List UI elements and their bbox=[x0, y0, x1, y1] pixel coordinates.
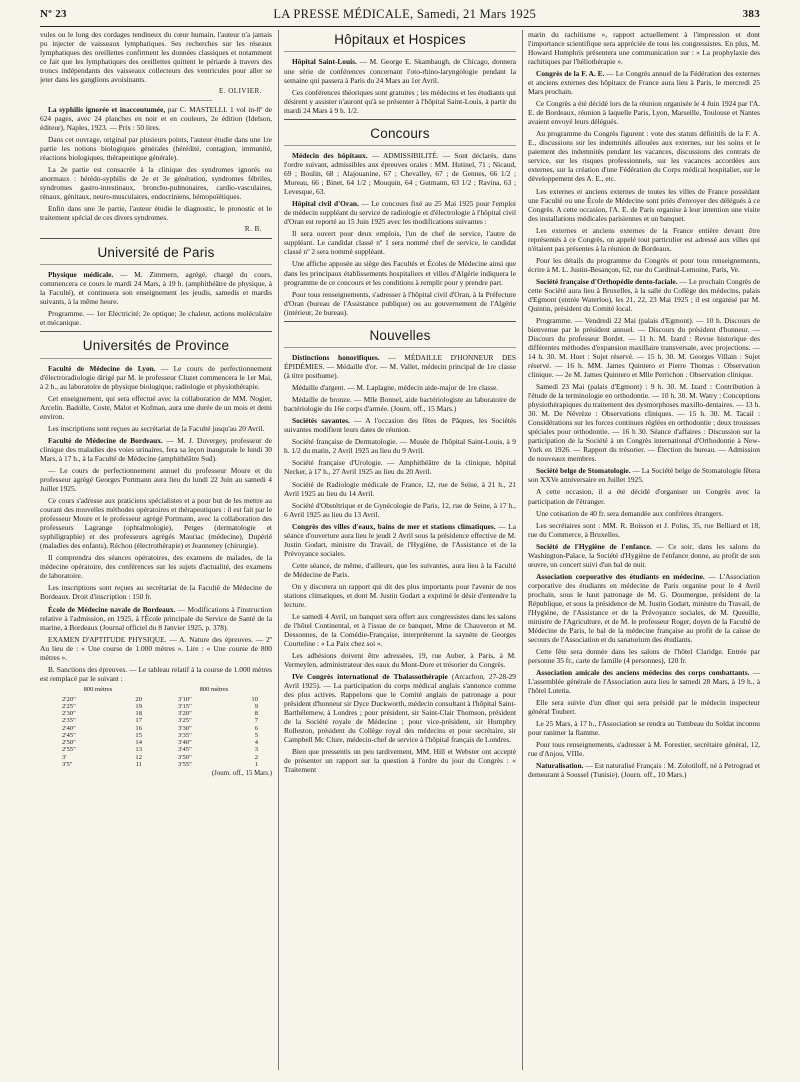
paragraph: Programme. — 1er Electricité; 2e optique; 3e chaleur, actions moléculaire et mécanique. bbox=[40, 309, 272, 328]
paragraph: vules ou le long des cordages tendineux du cœur humain, l'auteur n'a jamais pu injecter de vaisseaux lymphatiques. Ses recherches sur les réseaux lymphatiques des oreillettes confirment les données classiques et notamment ce fait que les lymphatiques des oreillettes quittent le périarde à travers des troncs indépendants des vaisseaux collecteurs des ventricules pour aller se jeter dans les ganglions avoisinants. bbox=[40, 30, 272, 85]
column-divider bbox=[278, 30, 279, 1070]
book-review: La syphilis ignorée et inaccoutumée, par C. MASTELLI. 1 vol in-8º de 624 pages, avec 24 planches en noir et en couleurs, 2e édition (Idelson, éditeur), Naples, 1923. — Prix : 50 lires. bbox=[40, 104, 272, 132]
column-divider bbox=[522, 30, 523, 1070]
masthead bbox=[40, 4, 760, 27]
column-left bbox=[40, 30, 272, 1070]
time-cell: 2'55" bbox=[62, 746, 76, 754]
notice: Société française d'Orthopédie dento-faciale. — Le prochain Congrès de cette Société aura lieu à Bruxelles, à la salle du Collège des médecins, palais d'Egmont (entrée Waterloo), les 21, 22, 23 Mai 1925 ; il est organisé par M. Quintin, président du Comité local. bbox=[528, 276, 760, 313]
points-cell: 8 bbox=[254, 710, 258, 718]
paragraph: Société de Radiologie médicale de France, 12, rue de Seine, à 21 h., 21 Avril 1925 au lieu du 14 Avril. bbox=[284, 479, 516, 498]
notice: Congrès de la F. A. E. — Le Congrès annuel de la Fédération des externes et anciens externes des hôpitaux de France aura lieu à Paris, le mercredi 25 Mars prochain. bbox=[528, 69, 760, 97]
time-cell: 3'50" bbox=[177, 753, 192, 761]
paragraph: Dans cet ouvrage, original par plusieurs points, l'auteur étudie dans une 1re partie les notions biologiques générales (hérédité, contagion, immunité, réactions biologiques, thérapeutique générale). bbox=[40, 134, 272, 162]
paragraph: Le samedi 4 Avril, un banquet sera offert aux congressistes dans les salons de l'hôtel Continental, et à l'issue de ce banquet, Mme de Chauveron et M. Dessonnes, de la Comédie-Française, interpréteront la saynète de Georges Courteline : « La Paix chez soi ». bbox=[284, 611, 516, 648]
time-cell: 2'35" bbox=[62, 717, 76, 725]
paragraph: Société française d'Urologie. — Amphithéâtre de la clinique, hôpital Necker, à 17 h., 27 Avril 1925 au lieu du 20 Avril. bbox=[284, 458, 516, 477]
notice: Hôpital Saint-Louis. — M. George E. Skambaugh, de Chicago, donnera une série de conférences concernant l'oto-rhino-laryngologie pendant la semaine qui passera à Paris du 24 Mars au 1er Avril. bbox=[284, 57, 516, 85]
table-row bbox=[40, 710, 272, 717]
time-cell: 3'25" bbox=[177, 717, 192, 725]
points-cell: 10 bbox=[251, 695, 258, 703]
paragraph: Elle sera suivie d'un dîner qui sera présidé par le médecin inspecteur général Toubert. bbox=[528, 698, 760, 717]
points-cell: 16 bbox=[135, 724, 142, 732]
notice: Association amicale des anciens médecins des corps combattants. — L'assemblée générale de l'Association aura lieu le samedi 28 Mars, à 19 h., à l'hôtel Lutetia. bbox=[528, 668, 760, 696]
paragraph: Société d'Obstétrique et de Gynécologie de Paris, 12, rue de Seine, à 17 h., 6 Avril 1925 au lieu du 13 Avril. bbox=[284, 500, 516, 519]
points-cell: 18 bbox=[135, 710, 142, 718]
points-cell: 12 bbox=[135, 753, 142, 761]
paragraph: Ce cours s'adresse aux praticiens spécialistes et a pour but de les mettre au courant des nouvelles méthodes opératoires et thérapeutiques : il est fait par le professeur Moure et le professeur agrégé Portmann, avec la collaboration des professeurs Lagrange (ophtalmologie), Petges (dermatologie et syphiligraphie) et des professeurs agrégés Mauriac (médecine), Dupérié (maladies des enfants), Réchou (électrothérapie) et Jeanneney (chirurgie). bbox=[40, 496, 272, 551]
paragraph: Il comprendra des séances opératoires, des examens de malades, de la médecine opératoire, des conférences sur les sujets d'actualité, des examens de laboratoire. bbox=[40, 553, 272, 581]
paragraph: Les externes et anciens externes de la France entière devant être représentés à ce Congrès, on appelé tout particulier est adressé aux villes qui n'étaient pas présentes à la réunion de Bordeaux. bbox=[528, 225, 760, 253]
points-cell: 14 bbox=[135, 739, 142, 747]
paragraph: Bien que pressentis un peu tardivement, MM. Hill et Webster ont accepté de présenter un rapport sur la question à l'ordre du jour du Congrès : « Traitement bbox=[284, 747, 516, 775]
notice: Sociétés savantes. — A l'occasion des fêtes de Pâques, les Sociétés suivantes modifient leurs dates de réunion. bbox=[284, 416, 516, 435]
issue-number: Nº 23 bbox=[40, 8, 67, 21]
table-row bbox=[40, 746, 272, 753]
time-cell: 3'10" bbox=[177, 695, 192, 703]
points-cell: 9 bbox=[254, 702, 258, 710]
points-cell: 4 bbox=[254, 739, 258, 747]
paragraph: Pour tous renseignements, s'adresser à l'hôpital civil d'Oran, à la Préfecture d'Oran (bureau de l'Assistance publique) ou au gouvernement de l'Algérie (intérieur, 2e bureau). bbox=[284, 289, 516, 317]
section-title: Université de Paris bbox=[40, 245, 272, 265]
time-cell: 2'50" bbox=[62, 739, 76, 747]
time-cell: 2'25" bbox=[62, 702, 76, 710]
table-row bbox=[40, 739, 272, 746]
paragraph: Il sera ouvert pour deux emplois, l'un de chef de service, l'autre de suppléant. Le candidat classé nº 1 sera nommé chef de service, le candidat classé nº 2 sera nommé suppléant. bbox=[284, 229, 516, 257]
time-cell: 3'35" bbox=[177, 731, 192, 739]
points-cell: 3 bbox=[254, 746, 258, 754]
book-title: La syphilis ignorée et inaccoutumée, bbox=[48, 104, 166, 114]
points-cell: 19 bbox=[135, 702, 142, 710]
section-title: Universités de Province bbox=[40, 338, 272, 358]
table-row bbox=[40, 717, 272, 724]
notice: Société de l'Hygiène de l'enfance. — Ce soir, dans les salons du Washington-Palace, la Société d'Hygiène de l'enfance donne, au profit de son œuvre, un concert suivi d'un bal de nuit. bbox=[528, 541, 760, 569]
divider bbox=[100, 100, 212, 101]
points-cell: 1 bbox=[254, 760, 258, 768]
paragraph: Samedi 23 Mai (palais d'Egmont) : 9 h. 30. M. Izard : Contribution à l'étude de la terminologie en orthodontie. — 10 h. 30. M. Watry : Conceptions physiothérapiques du traitement des dysmorphoses maxillo-dentaires. — 13 h. 30. M. De Névrèze : Observations cliniques. — 15 h. 30. M. Tacail : Considérations sur les forces continues réglées en orthodontie ; deux troussses spéciales pour orthodontie. — 16 h 30. Séance d'affaires : Discussion sur la participation de la Société à un Congrès international d'Orthodontie à New-York en 1926. — Rapport du trésorier. — Élection du bureau. — Admission de nouveaux membres. bbox=[528, 382, 760, 464]
paragraph: B. Sanctions des épreuves. — Le tableau relatif à la course de 1.000 mètres est remplacé par le suivant : bbox=[40, 664, 272, 683]
divider bbox=[40, 238, 272, 239]
points-cell: 20 bbox=[135, 695, 142, 703]
paragraph: Enfin dans une 3e partie, l'auteur étudie le diagnostic, le pronostic et le traitement spécial de ces divers syndromes. bbox=[40, 204, 272, 223]
paragraph: Ces conférences théoriques sont gratuites ; les médecins et les étudiants qui désirent y assister n'auront qu'à se présenter à l'hôpital Saint-Louis, à partir du mardi 24 Mars à 9 h. 1/2. bbox=[284, 87, 516, 115]
paragraph: Les externes et anciens externes de toutes les villes de France possédant une Faculté ou une École de Médecine sont priés d'envoyer des délégués à ce Congrès. A cette occasion, l'A. E. de Paris organise à leur intention une visite des installations médicales parisiennes et un banquet. bbox=[528, 186, 760, 223]
paragraph: Cette fête sera donnée dans les salons de l'hôtel Claridge. Entrée par personne 35 fr., carte de famille (4 personnes), 120 fr. bbox=[528, 646, 760, 665]
time-cell: 2'45" bbox=[62, 731, 76, 739]
time-cell: 3'15" bbox=[177, 702, 192, 710]
time-cell: 3'30" bbox=[177, 724, 192, 732]
column-middle bbox=[284, 30, 516, 1070]
paragraph: Les inscriptions sont reçues au secrétariat de la Faculté de Médecine de Bordeaux. Droit d'inscription : 150 fr. bbox=[40, 583, 272, 602]
page-number: 383 bbox=[742, 8, 760, 21]
notice: Faculté de Médecine de Lyon. — Le cours de perfectionnement d'électroradiologie dirigé par M. le professeur Cluzet commencera le 1er Mai, à 2 h., au laboratoire de physique biologique, radiologie et physiothérapie. bbox=[40, 363, 272, 391]
paragraph: Médaille d'argent. — M. Laplagne, médecin aide-major de 1re classe. bbox=[292, 383, 499, 393]
table-header: 800 mètres 800 mètres bbox=[83, 685, 229, 693]
paragraph: Société française de Dermatologie. — Musée de l'hôpital Saint-Louis, à 9 h. 1/2 du matin, 2 Avril 1925 au lieu du 9 Avril. bbox=[284, 437, 516, 456]
paragraph: Cette séance, de même, d'ailleurs, que les suivantes, aura lieu à la Faculté de Médecine de Paris. bbox=[284, 560, 516, 579]
time-cell: 3'40" bbox=[177, 739, 192, 747]
notice: Société belge de Stomatologie. — La Société belge de Stomatologie fêtera son XXVe anniversaire en Juillet 1925. bbox=[528, 466, 760, 485]
points-cell: 15 bbox=[135, 731, 142, 739]
paragraph: Cet enseignement, qui sera effectué avec la collaboration de MM. Nogier, Arcelin. Badolle, Coste, Malot et Kofman, aura une durée de un mois et demi environ. bbox=[40, 393, 272, 421]
notice: École de Médecine navale de Bordeaux. — Modifications à l'instruction relative à l'admission, en 1925, à l'École principale du Service de Santé de la marine, à Bordeaux (Journal officiel du 8 Janvier 1925, p. 378). bbox=[40, 604, 272, 632]
time-cell: 2'20" bbox=[62, 695, 76, 703]
points-cell: 11 bbox=[135, 760, 142, 768]
section-title: Concours bbox=[284, 126, 516, 146]
paragraph: EXAMEN D'APTITUDE PHYSIQUE. — A. Nature des épreuves. — 2º Au lieu de : « Une course de 1.000 mètres ». Lire : « Une course de 800 mètres ». bbox=[40, 634, 272, 662]
notice: IVe Congrès international de Thalassothérapie (Arcachon, 27-28-29 Avril 1925). — La participation du corps médical anglais s'annonce comme des plus actives. Rappelons que le Comité anglais de patronage a pour président d'honneur sir Dyce Duckworth, médecin consultant à l'hôpital Saint-Barthélemew, à Londres ; pour président, sir Saint-Clair Thomson, président de la Société royale de Médecine ; pour vice-président, sir Humphry Rolleston, président du Collège royal des médecins et pour secrétaire, sir Campbell Mc Clure, médecin-chef de service à l'hôpital français de Londres. bbox=[284, 672, 516, 745]
grades-table bbox=[40, 696, 272, 769]
notice: Faculté de Médecine de Bordeaux. — M. J. Duvergey, professeur de clinique des maladies des voies urinaires, fera sa leçon inaugurale le lundi 30 Mars, à 17 h., à la Faculté de Médecine (amphithéâtre Sud). bbox=[40, 435, 272, 464]
points-cell: 7 bbox=[254, 717, 258, 725]
notice: Hôpital civil d'Oran. — Le concours fixé au 25 Mai 1925 pour l'emploi de médecin suppléant du service de radiologie et d'électrologie à l'hôpital civil d'Oran est reporté au 15 Juin 1925 avec les modifications suivantes : bbox=[284, 199, 516, 227]
notice: Congrès des villes d'eaux, bains de mer et stations climatiques. — La séance d'ouverture aura lieu le jeudi 2 Avril sous la présidence effective de M. Justin Godart, ministre du Travail, de l'Hygiène, de l'Assistance et de la Prévoyance sociales. bbox=[284, 521, 516, 558]
table-row bbox=[40, 754, 272, 761]
section-title: Hôpitaux et Hospices bbox=[284, 32, 516, 52]
paragraph: Pour tous renseignements, s'adresser à M. Forestier, secrétaire général, 12, rue d'Anjou, VIIIe. bbox=[528, 740, 760, 759]
paragraph: On y discutera un rapport qui dit des plus importants pour l'avenir de nos stations climatiques, et dont M. Justin Godart a exprimé le désir d'entendre la lecture. bbox=[284, 581, 516, 609]
paragraph: Les adhésions doivent être adressées, 19, rue Auber, à Paris, à M. Vermeylen, administrateur des eaux du Mont-Dore et trésorier du Congrès. bbox=[284, 651, 516, 670]
section-title: Nouvelles bbox=[284, 328, 516, 348]
paragraph: Les secrétaires sont : MM. R. Boisson et J. Polus, 35, rue Belliard et 18, rue du Commerce, à Bruxelles. bbox=[528, 520, 760, 539]
points-cell: 2 bbox=[254, 753, 258, 761]
paragraph: Programme. — Vendredi 22 Mai (palais d'Egmont). — 10 h. Discours de bienvenue par le président annuel. — Discours du président d'honneur. — Discours du professeur Bordet. — 11 h. M. Izard : Revue historique des différentes méthodes d'expansion maxillaire transversale, avec projections. — 14 h. 30. M. Huet : Sujet réservé. — 15 h. 30. M. Georges Villain : Sujet réservé. — 16 h. MM. James Quintero et Pierre Thomas : Observation clinique. — 2e M. James Quintero et Mlle Perrichon : Observation clinique. bbox=[528, 315, 760, 380]
divider bbox=[284, 119, 516, 120]
notice: Distinctions honorifiques. — MÉDAILLE D'HONNEUR DES ÉPIDÉMIES. — Médaille d'or. — M. Vallet, médecin principal de 1re classe (à titre posthume). bbox=[284, 353, 516, 381]
divider bbox=[40, 331, 272, 332]
paragraph: Pour les détails du programme du Congrès et pour tous renseignements, écrire à M. L. Justin-Besançon, 62, rue du Cardinal-Lemoine, Paris, Ve. bbox=[528, 255, 760, 274]
time-cell: 3'45" bbox=[177, 746, 192, 754]
signature: E. OLIVIER. bbox=[218, 87, 262, 96]
source-note: (Journ. off., 15 Mars.) bbox=[211, 770, 272, 778]
paragraph: Au programme du Congrès figurent : vote des statuts définitifs de la F. A. E., discussions sur les indemnités allouées aux externes, sur les soins et le paiement des indemnités pendant les vacances, discussions des contrats de service, sur les risques professionnels, sur les vacances accordées aux externes, sur la création d'une Fédération du Corps médical hospitalier, sur le développement des A. E., etc. bbox=[528, 129, 760, 184]
table-row bbox=[40, 732, 272, 739]
paragraph: Une affiche apposée au siège des Facultés et Écoles de Médecine ainsi que dans les principaux établissements hospitaliers et villes d'Algérie indiquera le programme de ce concours et les conditions à remplir pour y prendre part. bbox=[284, 259, 516, 287]
time-cell: 3'20" bbox=[177, 710, 192, 718]
table-row bbox=[40, 703, 272, 710]
paragraph: Les inscriptions sont reçues au secrétariat de la Faculté jusqu'au 20 Avril. bbox=[48, 423, 265, 433]
paragraph: Ce Congrès a été décidé lors de la réunion organisée le 4 Juin 1924 par l'A. E. de Bordeaux, réunion à laquelle Paris, Lyon, Marseille, Toulouse et Nantes avaient envoyé leurs délégués. bbox=[528, 99, 760, 127]
notice: Physique médicale. — M. Zimmern, agrégé, chargé du cours, commencera ce cours le mardi 24 Mars, à 19 h. (amphithéâtre de physique, à la Faculté), et continuera son enseignement les jeudis, samedis et mardis suivants, à la même heure. bbox=[40, 270, 272, 307]
time-cell: 2'30" bbox=[62, 710, 76, 718]
signature: R. B. bbox=[244, 225, 262, 234]
table-row bbox=[40, 761, 272, 768]
journal-title: LA PRESSE MÉDICALE, Samedi, 21 Mars 1925 bbox=[273, 7, 537, 22]
notice: Médecin des hôpitaux. — ADMISSIBILITÉ. — Sont déclarés, dans l'ordre suivant, admissibles aux épreuves orales : MM. Hutinel, 71 ; Nicaud, 69 ; Boulin, 68 ; Alajouanine, 67 ; Chevalley, 67 ; de Gennes, 66 1/2 ; Moreau, 66 ; Binet, 64 1/2 ; Mouquin, 64 ; Gutmann, 63 1/2 ; Ravina, 63 ; Levesque, 63. bbox=[284, 151, 516, 197]
notice: Association corporative des étudiants en médecine. — L'Association corporative des étudiants en médecine de Paris organise pour le 4 Avril prochain, sous le haut patronage de M. G. Doumergue, président de la République, et sous la présidence de M. Justin Godart, ministre du Travail, de l'Hygiène, de l'Assistance et de la Prévoyance sociales, de M. Queuille, ministre de l'Agriculture, et de M. le professeur Roger, doyen de la Faculté de Médecine de Paris, le bal de la médecine française au profit de la caisse de secours de l'Association et du sanatorium des étudiants. bbox=[528, 571, 760, 644]
paragraph: La 2e partie est consacrée à la clinique des syndromes ignorés ou anormaux : hérédo-syphilis de 2e et 3e génération, syndromes fébriles, syndromes gastro-intestinaux, broncho-pulmonaires, cardio-vasculaires, rénaux, génitaux, neuro-musculaires, endocriniens, hémopoïétiques. bbox=[40, 164, 272, 201]
table-row bbox=[40, 725, 272, 732]
paragraph: A cette occasion, il a été décidé d'organiser un Congrès avec la participation de l'étranger. bbox=[528, 487, 760, 506]
column-right bbox=[528, 30, 760, 1070]
paragraph: — Le cours de perfectionnement annuel du professeur Moure et du professeur agrégé Georges Portmann aura lieu du lundi 22 Juin au samedi 4 Juillet 1925. bbox=[40, 466, 272, 494]
paragraph: Le 25 Mars, à 17 h., l'Association se rendra au Tombeau du Soldat inconnu pour ranimer la flamme. bbox=[528, 719, 760, 738]
points-cell: 6 bbox=[254, 724, 258, 732]
paragraph: Une cotisation de 40 fr. sera demandée aux confrères étrangers. bbox=[536, 508, 724, 518]
points-cell: 17 bbox=[135, 717, 142, 725]
table-row bbox=[40, 696, 272, 703]
time-cell: 3'5" bbox=[62, 760, 73, 768]
points-cell: 13 bbox=[135, 746, 142, 754]
notice: Naturalisation. — Est naturalisé Français : M. Zolotiloff, né à Petrograd et demeurant à Soussel (Tunisie). (Journ. off., 10 Mars.) bbox=[528, 761, 760, 780]
divider bbox=[284, 321, 516, 322]
time-cell: 3'55" bbox=[177, 760, 192, 768]
paragraph: Médaille de bronze. — Mlle Bonnel, aide bactériologiste au laboratoire de bactériologie du 16e corps d'armée. (Journ. off., 15 Mars.) bbox=[284, 395, 516, 414]
time-cell: 2'40" bbox=[62, 724, 76, 732]
paragraph: marin du rachitisme », rapport actuellement à l'impression et dont l'importance scientifique sera appréciée de tous les congressistes. En plus, M. Howard Humphris présentera une communication sur : « La prophylaxie des rachitiques par l'héliothérapie ». bbox=[528, 30, 760, 67]
points-cell: 5 bbox=[254, 731, 258, 739]
time-cell: 3' bbox=[62, 753, 67, 761]
